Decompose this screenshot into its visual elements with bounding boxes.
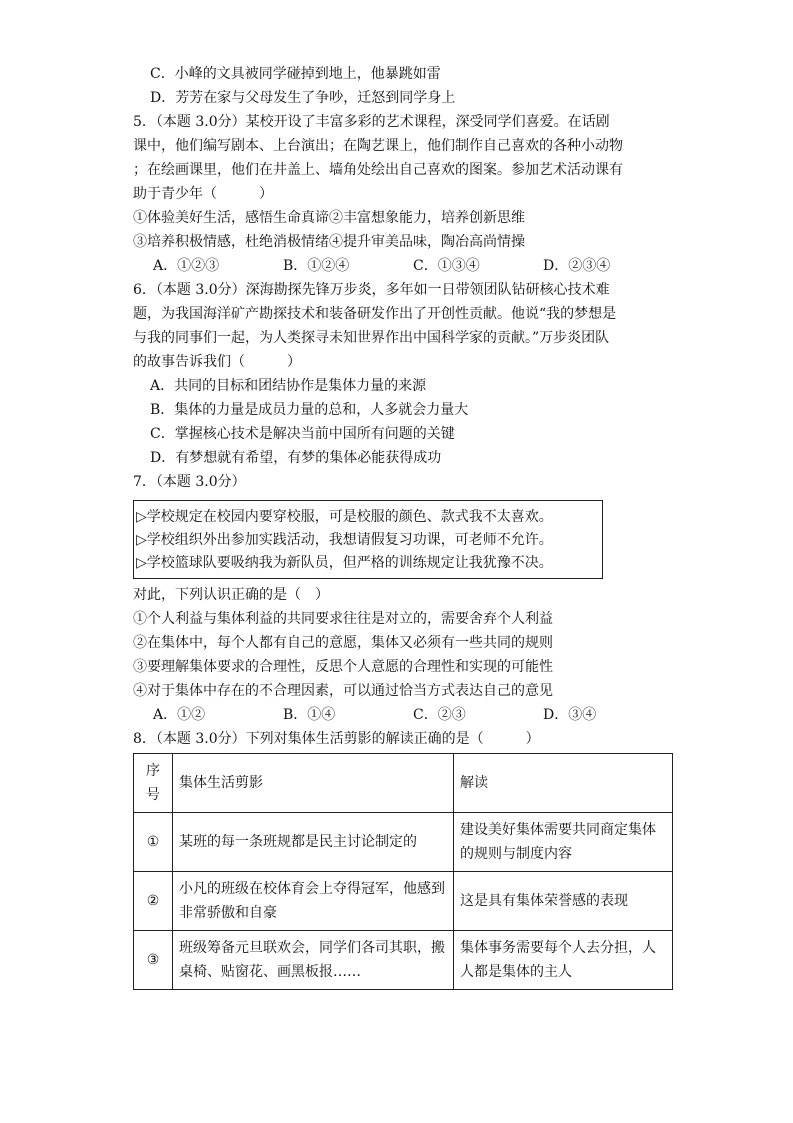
table-header-cell: 序号: [134, 754, 173, 813]
q7-statement: ②在集体中，每个人都有自己的意愿，集体又必须有一些共同的规则: [133, 635, 553, 651]
table-header-row: [134, 754, 673, 813]
q5-stem-line: 课中，他们编写剧本、上台演出；在陶艺课上，他们制作自己喜欢的各种小动物: [133, 138, 623, 154]
q7-option-b: B．①④: [283, 707, 336, 723]
question-6: [133, 278, 673, 470]
question-7: [133, 470, 673, 727]
q7-option-d: D．③④: [543, 707, 597, 723]
q7-scenario: ▷学校组织外出参加实践活动，我想请假复习功课，可老师不允许。: [136, 532, 553, 548]
q6-stem-line: 6．（本题 3.0分）深海勘探先锋万步炎，多年如一日带领团队钻研核心技术难: [133, 282, 610, 298]
q6-stem-line: 的故事告诉我们（ ）: [133, 354, 301, 370]
q7-options: [133, 703, 673, 727]
exam-page: [133, 62, 673, 990]
q7-scenario-box: [133, 500, 603, 579]
q6-stem-line: 题，为我国海洋矿产勘探技术和装备研发作出了开创性贡献。他说“我的梦想是: [133, 306, 617, 322]
q7-scenario: ▷学校规定在校园内要穿校服，可是校服的颜色、款式我不太喜欢。: [136, 509, 553, 525]
q5-option-b: B．①②④: [283, 258, 350, 274]
table-cell: 小凡的班级在校体育会上夺得冠军，他感到非常骄傲和自豪: [173, 872, 454, 931]
q8-table: [133, 753, 673, 990]
q7-statement: ①个人利益与集体利益的共同要求往往是对立的，需要舍弃个人利益: [133, 611, 553, 627]
table-row: [134, 872, 673, 931]
q6-option-d: D．有梦想就有希望，有梦的集体必能获得成功: [150, 450, 442, 466]
q4-option-d: D．芳芳在家与父母发生了争吵，迁怒到同学身上: [150, 90, 456, 106]
q5-option-c: C．①③④: [413, 258, 480, 274]
q5-options: [133, 254, 673, 278]
q7-statement: ④对于集体中存在的不合理因素，可以通过恰当方式表达自己的意见: [133, 683, 553, 699]
q5-statement: ③培养积极情感，杜绝消极情绪④提升审美品味，陶冶高尚情操: [133, 234, 525, 250]
table-cell: 集体事务需要每个人去分担，人人都是集体的主人: [454, 931, 673, 990]
question-5: [133, 110, 673, 278]
table-cell: 某班的每一条班规都是民主讨论制定的: [173, 813, 454, 872]
q5-stem-line: ；在绘画课里，他们在井盖上、墙角处绘出自己喜欢的图案。参加艺术活动课有: [133, 162, 623, 178]
table-cell: ③: [134, 931, 173, 990]
q7-prompt: 对此，下列认识正确的是（ ）: [133, 587, 329, 603]
table-cell: 建设美好集体需要共同商定集体的规则与制度内容: [454, 813, 673, 872]
q5-stem-line: 助于青少年（ ）: [133, 186, 273, 202]
q7-option-c: C．②③: [413, 707, 466, 723]
q6-option-c: C．掌握核心技术是解决当前中国所有问题的关键: [150, 426, 455, 442]
q4-option-c: C．小峰的文具被同学碰掉到地上，他暴跳如雷: [150, 66, 441, 82]
table-row: [134, 813, 673, 872]
q5-option-a: A．①②③: [153, 258, 220, 274]
q6-stem-line: 与我的同事们一起，为人类探寻未知世界作出中国科学家的贡献。”万步炎团队: [133, 330, 610, 346]
q7-scenario: ▷学校篮球队要吸纳我为新队员，但严格的训练规定让我犹豫不决。: [136, 555, 553, 571]
q8-header: 8．（本题 3.0分）下列对集体生活剪影的解读正确的是（ ）: [133, 731, 540, 747]
table-cell: 班级筹备元旦联欢会，同学们各司其职，搬桌椅、贴窗花、画黑板报……: [173, 931, 454, 990]
table-header-cell: 集体生活剪影: [173, 754, 454, 813]
table-cell: 这是具有集体荣誉感的表现: [454, 872, 673, 931]
table-cell: ②: [134, 872, 173, 931]
q7-statement: ③要理解集体要求的合理性，反思个人意愿的合理性和实现的可能性: [133, 659, 553, 675]
q7-header: 7．（本题 3.0分）: [133, 474, 246, 490]
table-cell: ①: [134, 813, 173, 872]
question-8: [133, 727, 673, 990]
q6-option-a: A．共同的目标和团结协作是集体力量的来源: [150, 378, 427, 394]
q5-stem-line: 5．（本题 3.0分）某校开设了丰富多彩的艺术课程，深受同学们喜爱。在话剧: [133, 114, 610, 130]
q6-option-b: B．集体的力量是成员力量的总和，人多就会力量大: [150, 402, 469, 418]
table-row: [134, 931, 673, 990]
q7-option-a: A．①②: [153, 707, 206, 723]
q5-option-d: D．②③④: [543, 258, 611, 274]
table-header-cell: 解读: [454, 754, 673, 813]
q5-statement: ①体验美好生活，感悟生命真谛②丰富想象能力，培养创新思维: [133, 210, 525, 226]
